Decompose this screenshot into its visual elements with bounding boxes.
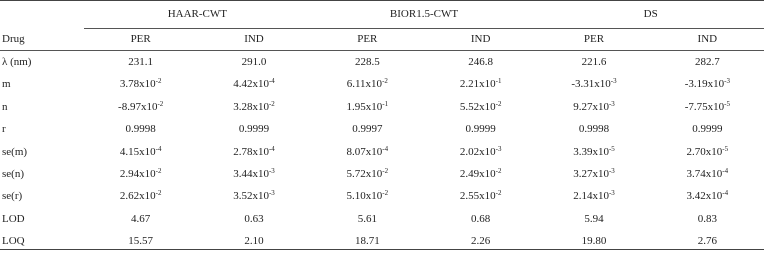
cell-value: 3.42x10 xyxy=(686,190,723,203)
table-body xyxy=(0,51,764,253)
cell-exponent: -2 xyxy=(155,167,162,176)
cell-exponent: -2 xyxy=(495,99,502,108)
cell-value: 3.44x10 xyxy=(233,168,269,181)
cell-exponent: -4 xyxy=(722,189,729,198)
row-label: n xyxy=(2,100,8,113)
table-cell xyxy=(197,141,310,163)
table-cell xyxy=(651,141,764,163)
cell-value: 2.49x10 xyxy=(459,168,496,181)
cell-value: 228.5 xyxy=(354,56,380,68)
cell-value: 221.6 xyxy=(581,56,607,68)
cell-value: 282.7 xyxy=(694,56,720,68)
cell-exponent: -3 xyxy=(268,189,275,198)
table-cell xyxy=(197,118,310,140)
subheader-cell: IND xyxy=(651,29,764,51)
cell-exponent: -3 xyxy=(268,167,275,176)
cell-value: 2.02x10 xyxy=(459,145,496,158)
table-cell xyxy=(424,73,537,95)
table-cell xyxy=(311,141,424,163)
table-cell xyxy=(84,73,197,95)
cell-exponent: -1 xyxy=(382,99,389,108)
cell-value: 2.10 xyxy=(244,235,264,248)
table-cell xyxy=(197,96,310,118)
cell-exponent: -2 xyxy=(495,189,502,198)
cell-value: 3.39x10 xyxy=(573,145,609,158)
cell-value: -3.19x10 xyxy=(684,78,725,91)
group-header-row xyxy=(0,0,764,29)
cell-value: 3.27x10 xyxy=(573,168,609,181)
cell-value: 2.78x10 xyxy=(233,145,269,158)
cell-value: 2.62x10 xyxy=(119,190,156,203)
cell-exponent: -3 xyxy=(608,167,615,176)
table-cell xyxy=(84,118,197,140)
cell-value: 5.10x10 xyxy=(346,190,383,203)
table-cell xyxy=(311,118,424,140)
cell-value: -7.75x10 xyxy=(684,100,725,113)
cell-value: 18.71 xyxy=(354,235,380,248)
table-cell xyxy=(84,185,197,207)
table-cell xyxy=(537,141,650,163)
table-cell xyxy=(311,185,424,207)
table-cell xyxy=(537,208,650,230)
table-cell xyxy=(84,141,197,163)
cell-exponent: -3 xyxy=(495,144,502,153)
cell-value: 5.52x10 xyxy=(459,100,496,113)
cell-value: 231.1 xyxy=(128,56,154,68)
table-cell xyxy=(197,185,310,207)
cell-exponent: -4 xyxy=(155,144,162,153)
table-cell xyxy=(311,51,424,74)
cell-value: 0.83 xyxy=(697,212,717,225)
cell-exponent: -4 xyxy=(722,167,729,176)
cell-value: 4.67 xyxy=(131,212,151,225)
table-cell xyxy=(424,51,537,74)
cell-value: 2.76 xyxy=(697,235,717,248)
table-cell xyxy=(537,163,650,185)
cell-value: 5.61 xyxy=(357,212,377,225)
row-label: m xyxy=(2,78,11,91)
table-cell xyxy=(424,141,537,163)
table-cell xyxy=(424,163,537,185)
cell-exponent: -1 xyxy=(495,77,502,86)
cell-exponent: -3 xyxy=(608,189,615,198)
table-cell xyxy=(651,96,764,118)
cell-value: 6.11x10 xyxy=(346,78,383,91)
cell-value: 0.9997 xyxy=(352,123,383,136)
cell-value: 4.42x10 xyxy=(233,78,269,91)
cell-value: -8.97x10 xyxy=(118,100,158,113)
cell-exponent: -3 xyxy=(610,77,617,86)
cell-value: 2.14x10 xyxy=(573,190,609,203)
cell-value: 1.95x10 xyxy=(346,100,383,113)
cell-value: 2.26 xyxy=(471,235,491,248)
cell-value: 246.8 xyxy=(468,56,494,68)
cell-exponent: -4 xyxy=(268,77,275,86)
cell-value: 15.57 xyxy=(128,235,154,248)
table-row xyxy=(0,96,764,118)
table-cell xyxy=(424,185,537,207)
table-cell xyxy=(311,73,424,95)
table-row xyxy=(0,141,764,163)
cell-exponent: -4 xyxy=(382,144,389,153)
cell-value: 2.94x10 xyxy=(119,168,156,181)
cell-value: 3.28x10 xyxy=(233,100,269,113)
row-label: LOD xyxy=(2,212,25,225)
row-label: se(r) xyxy=(2,190,23,203)
cell-value: 2.21x10 xyxy=(459,78,496,91)
table-cell xyxy=(311,208,424,230)
cell-value: 0.9998 xyxy=(578,123,610,136)
table-cell xyxy=(537,118,650,140)
cell-value: 3.74x10 xyxy=(686,168,723,181)
table-cell xyxy=(197,73,310,95)
row-label: se(m) xyxy=(2,145,28,158)
cell-value: 8.07x10 xyxy=(346,145,383,158)
table-cell xyxy=(537,73,650,95)
cell-value: 0.68 xyxy=(471,212,491,225)
cell-value: 9.27x10 xyxy=(573,100,609,113)
group-header-ds: DS xyxy=(537,0,764,29)
cell-value: 4.15x10 xyxy=(119,145,156,158)
table-row xyxy=(0,73,764,95)
cell-exponent: -2 xyxy=(382,77,388,86)
subheader-cell: PER xyxy=(311,29,424,51)
cell-value: 0.9998 xyxy=(125,123,156,136)
table-cell xyxy=(651,185,764,207)
subheader-cell: IND xyxy=(197,29,310,51)
table-cell xyxy=(197,208,310,230)
subheader-cell: PER xyxy=(537,29,650,51)
table-cell xyxy=(651,51,764,74)
cell-exponent: -3 xyxy=(608,99,615,108)
cell-value: 3.52x10 xyxy=(233,190,269,203)
cell-exponent: -5 xyxy=(608,144,615,153)
cell-value: 2.70x10 xyxy=(686,145,723,158)
group-header-haar-cwt: HAAR-CWT xyxy=(84,0,311,29)
table-cell xyxy=(197,163,310,185)
cell-value: 0.9999 xyxy=(692,123,723,136)
table-cell xyxy=(84,163,197,185)
cell-exponent: -2 xyxy=(268,99,275,108)
table-row xyxy=(0,163,764,185)
table-cell xyxy=(537,51,650,74)
cell-exponent: -2 xyxy=(382,167,389,176)
cell-exponent: -4 xyxy=(268,144,275,153)
cell-exponent: -2 xyxy=(382,189,389,198)
table-row xyxy=(0,51,764,74)
cell-value: 5.72x10 xyxy=(346,168,383,181)
table-row xyxy=(0,185,764,207)
cell-exponent: -2 xyxy=(495,167,502,176)
table-cell xyxy=(424,96,537,118)
table-row xyxy=(0,118,764,140)
table-row xyxy=(0,208,764,230)
cell-exponent: -2 xyxy=(157,99,164,108)
cell-value: 2.55x10 xyxy=(459,190,496,203)
subheader-row xyxy=(0,29,764,51)
table-cell xyxy=(537,96,650,118)
table-cell xyxy=(651,163,764,185)
subheader-cell: PER xyxy=(84,29,197,51)
table-cell xyxy=(651,73,764,95)
row-label: λ (nm) xyxy=(2,56,32,68)
cell-exponent: -3 xyxy=(724,77,730,86)
table-cell xyxy=(311,96,424,118)
cell-exponent: -2 xyxy=(155,77,162,86)
cell-value: -3.31x10 xyxy=(571,78,611,91)
table-cell xyxy=(84,208,197,230)
group-header-corner xyxy=(0,0,84,29)
cell-exponent: -2 xyxy=(155,189,162,198)
table-cell xyxy=(537,185,650,207)
cell-value: 291.0 xyxy=(241,56,267,68)
table-cell xyxy=(84,51,197,74)
cell-exponent: -5 xyxy=(724,99,730,108)
group-header-bior15-cwt: BIOR1.5-CWT xyxy=(311,0,538,29)
cell-value: 3.78x10 xyxy=(119,78,156,91)
cell-value: 0.9999 xyxy=(238,123,270,136)
table-cell xyxy=(651,118,764,140)
table-cell xyxy=(311,163,424,185)
cell-exponent: -5 xyxy=(722,144,729,153)
table-cell xyxy=(424,118,537,140)
cell-value: 19.80 xyxy=(581,235,607,248)
cell-value: 0.63 xyxy=(244,212,264,225)
table-cell xyxy=(197,51,310,74)
subheader-cell: IND xyxy=(424,29,537,51)
cell-value: 0.9999 xyxy=(465,123,496,136)
table-cell xyxy=(84,96,197,118)
row-header-drug: Drug xyxy=(0,29,84,51)
row-label: LOQ xyxy=(2,235,25,248)
row-label: se(n) xyxy=(2,168,24,181)
row-label: r xyxy=(2,123,6,136)
cell-value: 5.94 xyxy=(584,212,604,225)
table-cell xyxy=(651,208,764,230)
table-cell xyxy=(424,208,537,230)
